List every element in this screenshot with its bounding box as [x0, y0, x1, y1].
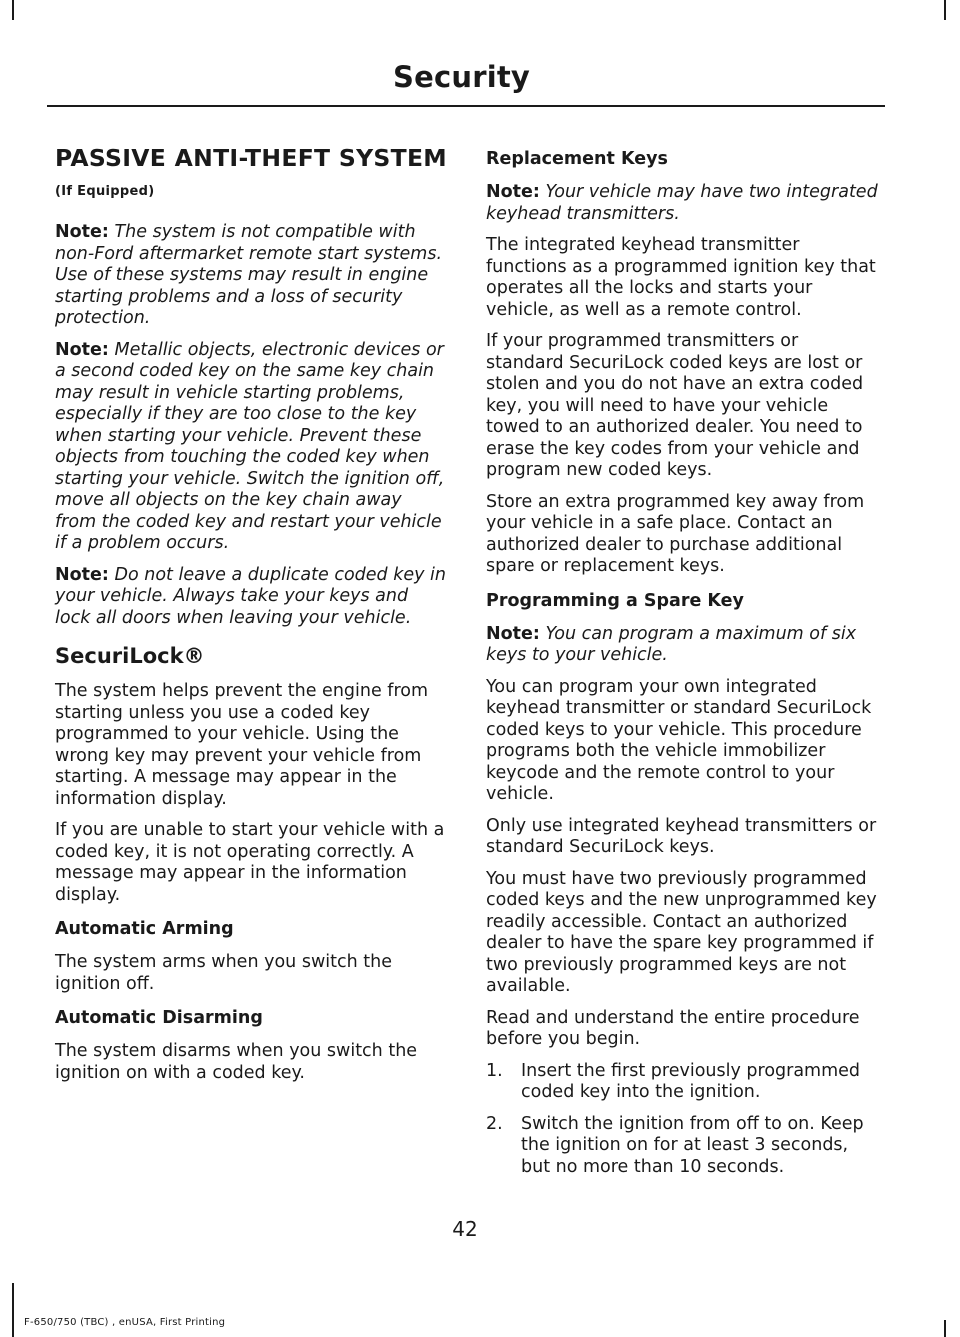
header-rule: [47, 105, 885, 107]
note-text: You can program a maximum of six keys to your vehicle.: [486, 623, 857, 665]
note-label: Note:: [55, 222, 109, 242]
crop-mark-bottom-right-vertical: [944, 1320, 946, 1337]
body-paragraph: If you are unable to start your vehicle with a coded key, it is not operating correctly. A message may appear in the information display.: [55, 820, 445, 905]
body-paragraph: Only use integrated keyhead transmitters or standard SecuriLock keys.: [486, 815, 877, 857]
note-label: Note:: [486, 182, 540, 202]
procedure-steps: [486, 1061, 878, 1179]
body-paragraph: The system arms when you switch the ignition off.: [55, 952, 392, 994]
note-label: Note:: [55, 339, 109, 360]
automatic-arming-heading: Automatic Arming: [55, 919, 234, 939]
crop-mark-top-left-vertical: [12, 0, 14, 20]
note-text: Do not leave a duplicate coded key in your vehicle. Always take your keys and lock all doors when leaving your vehicle.: [55, 564, 446, 628]
body-paragraph: Store an extra programmed key away from your vehicle in a safe place. Contact an authorized dealer to purchase additional spare or replacement keys.: [486, 491, 865, 576]
procedure-step: [486, 1061, 878, 1104]
body-paragraph: You can program your own integrated keyhead transmitter or standard SecuriLock coded keys to your vehicle. This procedure programs both the vehicle immobilizer keycode and the remote control to your vehicle.: [486, 676, 872, 804]
step-text: Switch the ignition from off to on. Keep the ignition on for at least 3 seconds, but no more than 10 seconds.: [521, 1113, 864, 1177]
body-paragraph: The system helps prevent the engine from starting unless you use a coded key programmed to your vehicle. Using the wrong key may prevent your vehicle from starting. A message may appear in the information display.: [55, 681, 429, 809]
left-column: [55, 144, 447, 1094]
page-header-title: Security: [393, 60, 530, 94]
note-paragraph: [55, 340, 447, 555]
body-paragraph: If your programmed transmitters or standard SecuriLock coded keys are lost or stolen and you do not have an extra coded key, you will need to have your vehicle towed to an authorized dealer. You need to erase the key codes from your vehicle and program new coded keys.: [486, 331, 864, 480]
footer-edition-text: F-650/750 (TBC) , enUSA, First Printing: [24, 1317, 226, 1328]
right-column: [486, 144, 878, 1188]
note-paragraph: [486, 624, 878, 667]
section-heading: [55, 144, 447, 206]
note-paragraph: [486, 182, 878, 225]
crop-mark-top-right-vertical: [944, 0, 946, 20]
body-paragraph: The integrated keyhead transmitter functions as a programmed ignition key that operates all the locks and starts your vehicle, as well as a remote control.: [486, 235, 876, 320]
note-text: Metallic objects, electronic devices or a second coded key on the same key chain may result in vehicle starting problems, especially if they are too close to the key when starting your vehicle. Prevent these objects from touching the coded key when starting your vehicle. Switch the ignition off, move all objects on the key chain away from the coded key and restart your vehicle if a problem occurs.: [55, 339, 445, 553]
body-paragraph: Read and understand the entire procedure before you begin.: [486, 1007, 860, 1049]
note-paragraph: [55, 222, 447, 330]
securilock-heading: SecuriLock®: [55, 644, 205, 668]
section-heading-suffix: (If Equipped): [55, 184, 155, 199]
replacement-keys-heading: Replacement Keys: [486, 149, 668, 169]
note-paragraph: [55, 565, 447, 630]
procedure-step: [486, 1114, 878, 1179]
note-label: Note:: [55, 564, 109, 585]
note-text: Your vehicle may have two integrated keyhead transmitters.: [486, 182, 878, 224]
note-label: Note:: [486, 623, 540, 644]
step-number: 2.: [486, 1113, 503, 1134]
automatic-disarming-heading: Automatic Disarming: [55, 1008, 263, 1028]
crop-mark-bottom-left-vertical: [12, 1283, 14, 1337]
step-text: Insert the first previously programmed coded key into the ignition.: [521, 1060, 861, 1102]
note-text: The system is not compatible with non-Ford aftermarket remote start systems. Use of these systems may result in engine starting problems and a loss of security protection.: [55, 222, 443, 328]
page-number: 42: [452, 1217, 478, 1241]
body-paragraph: You must have two previously programmed coded keys and the new unprogrammed key readily accessible. Contact an authorized dealer to have the spare key programmed if two previously programmed keys are not available.: [486, 868, 877, 996]
programming-spare-key-heading: Programming a Spare Key: [486, 590, 744, 611]
section-heading-main: PASSIVE ANTI-THEFT SYSTEM: [55, 144, 447, 172]
body-paragraph: The system disarms when you switch the ignition on with a coded key.: [55, 1041, 418, 1083]
step-number: 1.: [486, 1060, 503, 1081]
